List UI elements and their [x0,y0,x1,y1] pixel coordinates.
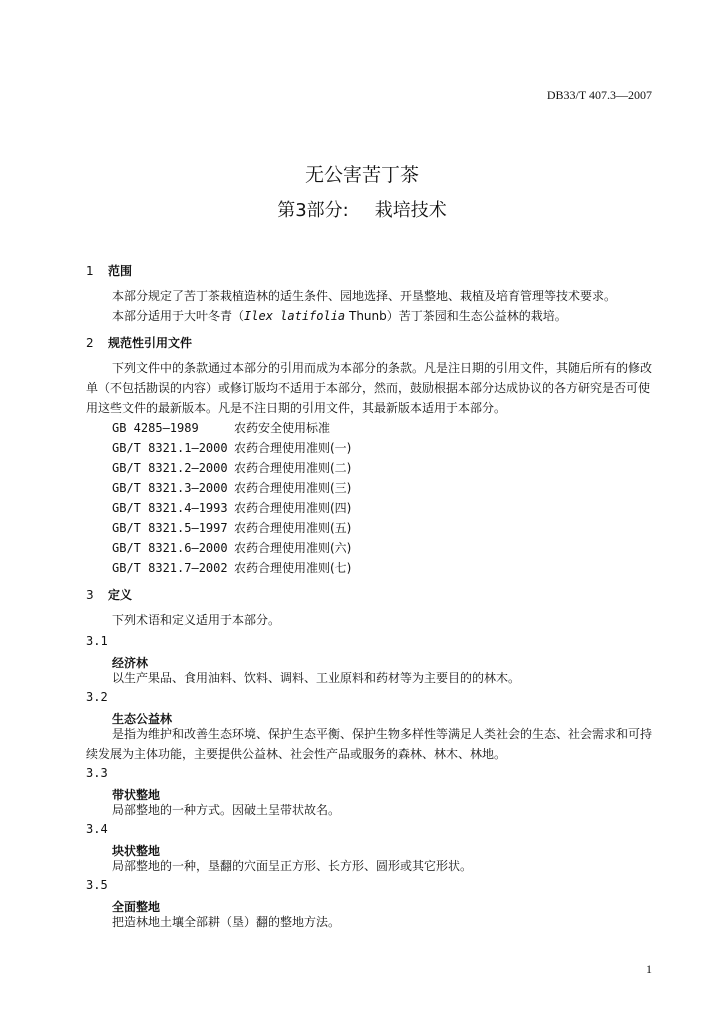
term-name: 经济林 [112,656,149,670]
section-number: 1 [86,264,94,278]
references-paragraph: 下列文件中的条款通过本部分的引用而成为本部分的条款。凡是注日期的引用文件，其随后所有的修改单（不包括勘误的内容）或修订版均不适用于本部分，然而，鼓励根据本部分达成协议的各方研究是否可使用这些文件的最新版本。凡是不注日期的引用文件，其最新版本适用于本部分。 [86,361,653,415]
term-number: 3.3 [86,766,108,780]
standard-name: 农药合理使用准则(五) [234,521,352,535]
section-title: 规范性引用文件 [108,336,193,350]
standard-name: 农药合理使用准则(一) [234,441,352,455]
standard-name: 农药合理使用准则(四) [234,501,352,515]
standard-code: GB/T 8321.5—1997 [112,521,228,535]
standard-name: 农药合理使用准则(六) [234,541,352,555]
part-title: 栽培技术 [374,200,447,221]
page-number: 1 [646,962,652,976]
section-2-heading [86,334,192,351]
standard-item [112,558,351,578]
term-definition: 以生产果品、食用油料、饮料、调料、工业原料和药材等为主要目的的林木。 [112,671,521,685]
document-subtitle [0,196,724,222]
standard-code: GB/T 8321.4—1993 [112,501,228,515]
standard-item [112,458,351,478]
term-number: 3.4 [86,822,108,836]
scientific-name: Ilex latifolia [244,309,346,323]
standard-code: GB 4285—1989 [112,421,199,435]
section-title: 定义 [108,588,133,602]
standard-item [112,438,351,458]
standard-code: GB/T 8321.6—2000 [112,541,228,555]
standard-item [112,418,330,438]
standard-name: 农药合理使用准则(二) [234,461,352,475]
term-name: 带状整地 [112,788,161,802]
section-3-heading [86,586,132,603]
term-number: 3.5 [86,878,108,892]
section-number: 3 [86,588,94,602]
term-number: 3.1 [86,634,108,648]
term-definition: 局部整地的一种方式。因破土呈带状故名。 [112,803,341,817]
term-number: 3.2 [86,690,108,704]
standard-item [112,478,351,498]
standard-name: 农药合理使用准则(七) [234,561,352,575]
standard-code: GB/T 8321.2—2000 [112,461,228,475]
scope-text-b: Thunb）苦丁茶园和生态公益林的栽培。 [345,309,567,323]
standard-code: GB/T 8321.3—2000 [112,481,228,495]
document-title: 无公害苦丁茶 [304,164,419,186]
term-name: 块状整地 [112,844,161,858]
standard-name: 农药安全使用标准 [234,421,331,435]
scope-paragraph-1: 本部分规定了苦丁茶栽植造林的适生条件、园地选择、开垦整地、栽植及培育管理等技术要求。 [112,289,617,303]
definitions-intro: 下列术语和定义适用于本部分。 [112,613,281,627]
scope-text-a: 本部分适用于大叶冬青（ [112,309,245,323]
part-label: 第3部分: [277,200,349,221]
section-title: 范围 [108,264,133,278]
term-definition: 局部整地的一种，垦翻的穴面呈正方形、长方形、圆形或其它形状。 [112,859,473,873]
standard-code: GB/T 8321.1—2000 [112,441,228,455]
term-name: 全面整地 [112,900,161,914]
section-number: 2 [86,336,94,350]
term-name: 生态公益林 [112,712,173,726]
document-code: DB33/T 407.3—2007 [546,88,652,102]
standard-code: GB/T 8321.7—2002 [112,561,228,575]
standard-item [112,498,351,518]
scope-paragraph-2 [86,306,652,326]
term-definition: 是指为维护和改善生态环境、保护生态平衡、保护生物多样性等满足人类社会的生态、社会需求和可持续发展为主体功能，主要提供公益林、社会性产品或服务的森林、林木、林地。 [86,727,653,761]
standard-name: 农药合理使用准则(三) [234,481,352,495]
section-1-heading [86,262,132,279]
standard-item [112,518,351,538]
standard-item [112,538,351,558]
term-definition: 把造林地土壤全部耕（垦）翻的整地方法。 [112,915,341,929]
